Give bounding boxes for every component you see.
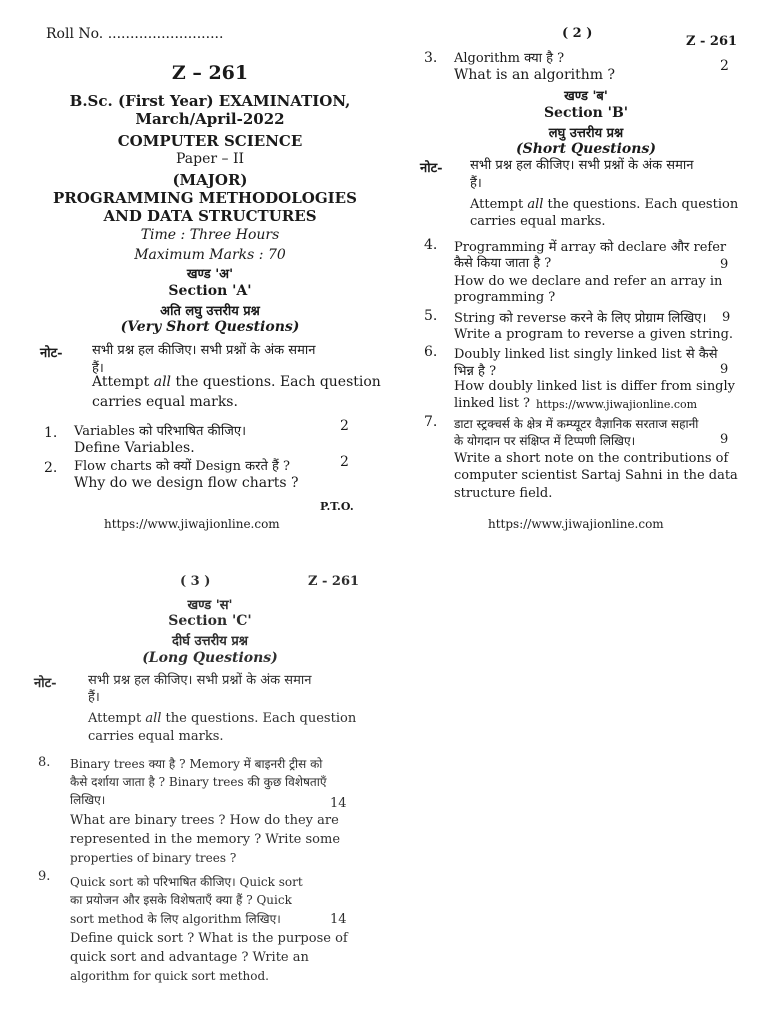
page-number: ( 2 ) — [562, 26, 593, 41]
question-9-marks: 14 — [330, 912, 347, 927]
question-2-number: 2. — [44, 460, 58, 476]
note-hindi-line2: हैं। — [88, 690, 100, 705]
question-8-number: 8. — [38, 755, 51, 770]
question-9-hindi-line3: sort method के लिए algorithm लिखिए। — [70, 912, 281, 926]
question-5-marks: 9 — [722, 310, 731, 325]
question-8-english-line3: properties of binary trees ? — [70, 851, 237, 865]
question-4-marks: 9 — [720, 257, 729, 272]
course-title-line1: PROGRAMMING METHODOLOGIES — [53, 189, 357, 207]
footer-url: https://www.jiwajionline.com — [488, 517, 664, 531]
paper-code: Z – 261 — [171, 62, 249, 84]
question-7-hindi-line2: के योगदान पर संक्षिप्त में टिप्पणी लिखिए। — [454, 434, 636, 448]
note-english-line1: Attempt all the questions. Each question — [470, 197, 739, 212]
paper-type: (MAJOR) — [172, 171, 248, 189]
exam-session: March/April-2022 — [135, 110, 285, 128]
maximum-marks: Maximum Marks : 70 — [134, 247, 286, 263]
note-label: नोट- — [40, 346, 63, 361]
exam-time: Time : Three Hours — [140, 227, 280, 243]
question-1-english: Define Variables. — [74, 440, 195, 456]
question-5-number: 5. — [424, 308, 438, 324]
question-4-english-line2: programming ? — [454, 290, 556, 305]
question-9-hindi-line1: Quick sort को परिभाषित कीजिए। Quick sort — [70, 875, 303, 889]
question-4-hindi-line1: Programming में array को declare और refer — [454, 240, 727, 255]
question-9-hindi-line2: का प्रयोजन और इसके विशेषताएँ क्या हैं ? Quick — [70, 893, 292, 907]
question-1-hindi: Variables को परिभाषित कीजिए। — [74, 424, 247, 439]
section-type-hindi: अति लघु उत्तरीय प्रश्न — [160, 304, 260, 319]
question-6-number: 6. — [424, 344, 438, 360]
question-7-number: 7. — [424, 414, 438, 430]
paper-code: Z - 261 — [686, 34, 738, 49]
exam-title: B.Sc. (First Year) EXAMINATION, — [69, 92, 351, 110]
course-title-line2: AND DATA STRUCTURES — [103, 207, 317, 225]
question-5-english: Write a program to reverse a given string. — [454, 327, 734, 342]
question-7-marks: 9 — [720, 432, 729, 447]
question-7-english-line3: structure field. — [454, 486, 553, 501]
question-8-hindi-line1: Binary trees क्या है ? Memory में बाइनरी ट्रीस को — [70, 757, 323, 771]
note-label: नोट- — [420, 161, 443, 176]
question-8-marks: 14 — [330, 796, 347, 811]
section-type: (Very Short Questions) — [120, 319, 300, 335]
section-type-hindi: दीर्घ उत्तरीय प्रश्न — [172, 634, 248, 649]
note-english-line2: carries equal marks. — [470, 214, 606, 229]
note-hindi-line2: हैं। — [92, 361, 104, 376]
question-7-english-line2: computer scientist Sartaj Sahni in the data — [454, 468, 738, 483]
page-number: ( 3 ) — [180, 574, 211, 589]
note-hindi-line1: सभी प्रश्न हल कीजिए। सभी प्रश्नों के अंक समान — [92, 343, 316, 358]
roll-number-field: Roll No. .......................... — [46, 26, 224, 42]
subject-name: COMPUTER SCIENCE — [117, 132, 303, 150]
question-9-english-line3: algorithm for quick sort method. — [70, 969, 269, 983]
question-4-number: 4. — [424, 237, 438, 253]
footer-url: https://www.jiwajionline.com — [104, 517, 280, 531]
question-6-hindi-line2: भिन्न है ? — [454, 364, 497, 379]
note-hindi-line1: सभी प्रश्न हल कीजिए। सभी प्रश्नों के अंक समान — [470, 158, 694, 173]
question-9-english-line1: Define quick sort ? What is the purpose of — [70, 931, 348, 946]
pto-label: P.T.O. — [320, 500, 354, 513]
question-4-hindi-line2: कैसे किया जाता है ? — [454, 256, 552, 271]
paper-number: Paper – II — [175, 151, 245, 167]
exam-page-2 — [384, 0, 768, 545]
question-6-english-line2: linked list ? — [454, 396, 531, 411]
question-2-hindi: Flow charts को क्यों Design करते हैं ? — [74, 459, 291, 474]
question-1-marks: 2 — [340, 418, 349, 434]
section-heading: Section 'B' — [543, 105, 629, 121]
section-heading: Section 'A' — [168, 283, 252, 299]
question-7-hindi-line1: डाटा स्ट्रक्चर्स के क्षेत्र में कम्प्यूटर वैज्ञानिक सरताज सहानी — [454, 417, 699, 431]
question-3-marks: 2 — [720, 58, 729, 74]
section-type: (Long Questions) — [142, 650, 278, 666]
question-3-number: 3. — [424, 50, 438, 66]
question-6-english-line1: How doubly linked list is differ from singly — [454, 379, 736, 394]
question-9-english-line2: quick sort and advantage ? Write an — [70, 950, 309, 965]
question-2-marks: 2 — [340, 454, 349, 470]
note-label: नोट- — [34, 676, 57, 691]
exam-page-1 — [0, 0, 384, 545]
section-heading: Section 'C' — [168, 613, 252, 629]
question-5-hindi: String को reverse करने के लिए प्रोग्राम लिखिए। — [454, 311, 707, 326]
section-heading-hindi: खण्ड 'स' — [187, 598, 233, 613]
question-8-hindi-line3: लिखिए। — [70, 793, 106, 807]
question-8-english-line2: represented in the memory ? Write some — [70, 832, 341, 847]
exam-page-3 — [0, 560, 384, 1024]
question-6-hindi-line1: Doubly linked list singly linked list से कैसे — [454, 347, 718, 362]
question-7-english-line1: Write a short note on the contributions of — [454, 451, 729, 466]
question-8-hindi-line2: कैसे दर्शाया जाता है ? Binary trees की कुछ विशेषताएँ — [70, 775, 327, 789]
inline-watermark-url: https://www.jiwajionline.com — [536, 398, 698, 411]
note-hindi-line2: हैं। — [470, 176, 482, 191]
question-4-english-line1: How do we declare and refer an array in — [454, 274, 723, 289]
section-heading-hindi: खण्ड 'अ' — [186, 267, 234, 282]
note-english-line1: Attempt all the questions. Each question — [88, 711, 357, 726]
section-heading-hindi: खण्ड 'ब' — [564, 89, 608, 104]
section-type: (Short Questions) — [516, 141, 656, 157]
note-english-line2: carries equal marks. — [92, 394, 238, 410]
question-9-number: 9. — [38, 869, 51, 884]
question-2-english: Why do we design flow charts ? — [74, 475, 299, 491]
note-hindi-line1: सभी प्रश्न हल कीजिए। सभी प्रश्नों के अंक समान — [88, 673, 312, 688]
question-3-hindi: Algorithm क्या है ? — [454, 51, 565, 66]
question-1-number: 1. — [44, 425, 58, 441]
question-8-english-line1: What are binary trees ? How do they are — [70, 813, 339, 828]
note-english-line2: carries equal marks. — [88, 729, 224, 744]
question-3-english: What is an algorithm ? — [454, 67, 616, 83]
question-6-marks: 9 — [720, 362, 729, 377]
note-english-line1: Attempt all the questions. Each question — [92, 374, 381, 390]
section-type-hindi: लघु उत्तरीय प्रश्न — [548, 126, 624, 141]
paper-code: Z - 261 — [308, 574, 360, 589]
